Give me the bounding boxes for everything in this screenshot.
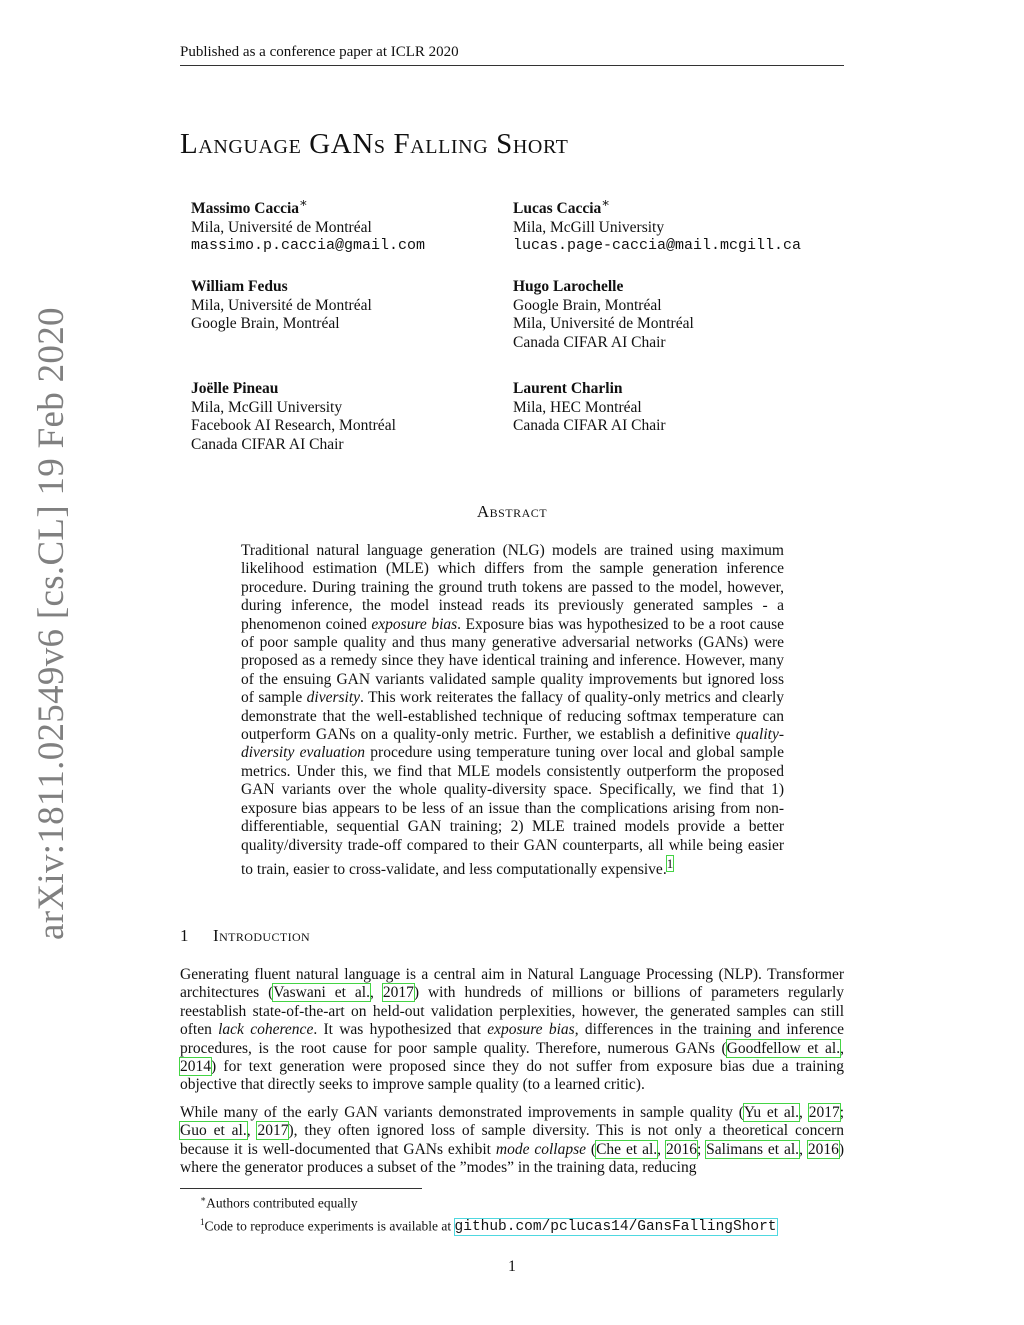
author-name: William Fedus [191, 278, 288, 295]
citation-link[interactable]: 2016 [807, 1140, 839, 1158]
author-name: Hugo Larochelle [513, 278, 624, 295]
author-name: Joëlle Pineau [191, 380, 279, 397]
page-number: 1 [508, 1258, 516, 1275]
author-affiliation: Canada CIFAR AI Chair [191, 435, 344, 453]
footnotes [200, 1190, 777, 1237]
citation-link[interactable]: 2017 [382, 984, 414, 1002]
author-affiliation: Google Brain, Montréal [513, 296, 662, 314]
author-affiliation: Google Brain, Montréal [191, 315, 340, 333]
abstract-heading: Abstract [476, 502, 548, 521]
abstract-text: Traditional natural language generation (NLG) models are trained using maximum likelihood estimation (MLE) which differs from the sample generation inference procedure. During training the ground truth tokens are passed to the model, however, during inference, the model instead reads its previously generated samples - a phenomenon coined exposure bias. Exposure bias was hypothesized to be a root cause of poor sample quality and thus many generative adversarial networks (GANs) were proposed as a remedy since they have identical training and inference. However, many of the ensuing GAN variants validated sample quality improvements but ignored loss of sample diversity. This work reiterates the fallacy of quality-only metrics and clearly demonstrate that the well-established technique of reducing softmax temperature can outperform GANs on a quality-only metric. Further, we establish a definitive quality-diversity evaluation procedure using temperature tuning over local and global sample metrics. Under this, we find that MLE models consistently outperform the proposed GAN variants over the whole quality-diversity space. Specifically, we find that 1) exposure bias appears to be less of an issue than the complications arising from non-differentiable, sequential GAN training; 2) MLE trained models provide a better quality/diversity trade-off compared to their GAN counterparts, all while being easier to train, easier to cross-validate, and less computationally expensive.$^1$ [241, 542, 785, 879]
author-affiliation: Mila, McGill University [191, 398, 343, 416]
paper-title: Language GANs Falling Short [180, 128, 569, 160]
author-affiliation: Mila, HEC Montréal [513, 398, 642, 416]
author-block-hugo-larochelle [513, 278, 694, 352]
intro-paragraph-2: While many of the early GAN variants demonstrated improvements in sample quality (Yu et al., 2017; Guo et al., 2017), they often ignored loss of sample diversity. This is not only a theoretical concern because it is well-documented that GANs exhibit mode collapse (Che et al., 2016; Salimans et al., 2016) where the generator produces a subset of the ”modes” in the training data, reducing [180, 1104, 845, 1177]
author-affiliation: Mila, Université de Montréal [191, 296, 372, 314]
citation-link[interactable]: Goodfellow et al. [726, 1039, 841, 1057]
author-affiliation: Facebook AI Research, Montréal [191, 417, 396, 435]
footnote-link[interactable]: 1 [666, 855, 674, 871]
author-affiliation: Mila, McGill University [513, 218, 665, 236]
author-email[interactable]: massimo.p.caccia@gmail.com [191, 237, 426, 255]
author-block-joelle-pineau [191, 380, 396, 454]
author-name: Lucas Caccia [513, 200, 602, 218]
author-name: Massimo Caccia [191, 200, 300, 218]
author-block-william-fedus [191, 278, 372, 334]
footnote-2: $^1$Code to reproduce experiments is available at github.com/pclucas14/GansFallingShort [200, 1216, 777, 1235]
author-affiliation: Mila, Université de Montréal [513, 315, 694, 333]
intro-paragraph-1: Generating fluent natural language is a central aim in Natural Language Processing (NLP). Transformer architectures (Vaswani et al., 2017) with hundreds of millions or billions of parameters regularly reestablish state-of-the-art on held-out validation perplexities, however, the generated samples can still often lack coherence. It was hypothesized that exposure bias, differences in the training and inference procedures, is the root cause for poor sample quality. Therefore, numerous GANs (Goodfellow et al., 2014) for text generation were proposed since they do not suffer from exposure bias due a training objective that directly seeks to improve sample quality (to a learned critic). [180, 966, 845, 1094]
citation-link[interactable]: Che et al. [596, 1140, 658, 1158]
code-repository-link[interactable]: github.com/pclucas14/GansFallingShort [454, 1219, 777, 1235]
citation-link[interactable]: Guo et al. [180, 1122, 247, 1140]
section-heading-introduction: 1 Introduction [180, 926, 311, 945]
author-name: Laurent Charlin [513, 380, 623, 397]
author-email[interactable]: lucas.page-caccia@mail.mcgill.ca [513, 237, 802, 255]
citation-link[interactable]: 2014 [180, 1058, 211, 1076]
footnote-divider [180, 1188, 422, 1189]
author-affiliation: Canada CIFAR AI Chair [513, 333, 666, 351]
citation-link[interactable]: 2016 [665, 1140, 697, 1158]
citation-link[interactable]: Yu et al. [743, 1104, 799, 1121]
citation-link[interactable]: 2017 [257, 1122, 289, 1140]
running-header: Published as a conference paper at ICLR 2020 [180, 44, 844, 66]
citation-link[interactable]: 2017 [808, 1104, 840, 1121]
author-affiliation: Mila, Université de Montréal [191, 218, 372, 236]
arxiv-identifier-stamp[interactable]: arXiv:1811.02549v6 [cs.CL] 19 Feb 2020 [31, 307, 72, 940]
footnote-1: ∗Authors contributed equally [200, 1194, 358, 1211]
citation-link[interactable]: Vaswani et al. [273, 984, 370, 1002]
author-block-lucas-caccia: Lucas Caccia∗ Mila, McGill University lucas.page-caccia@mail.mcgill.ca [513, 195, 802, 255]
author-block-massimo-caccia: Massimo Caccia∗ Mila, Université de Montréal massimo.p.caccia@gmail.com [191, 195, 426, 255]
author-block-laurent-charlin [513, 380, 666, 436]
author-affiliation: Canada CIFAR AI Chair [513, 417, 666, 435]
citation-link[interactable]: Salimans et al. [706, 1140, 800, 1158]
